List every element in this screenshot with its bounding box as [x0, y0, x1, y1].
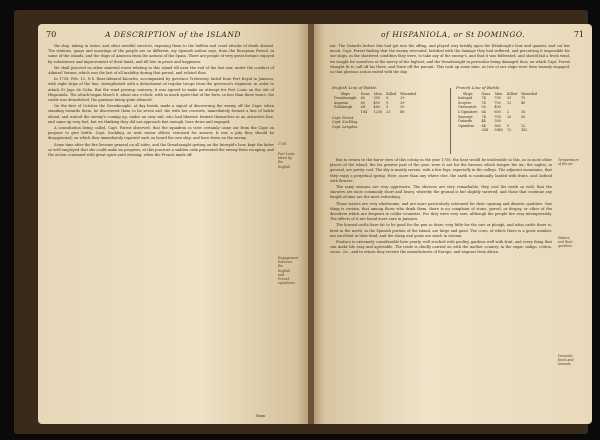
table-cell: Sceptre: [458, 100, 472, 105]
catchword: them: [256, 414, 266, 418]
paragraph: the ship, taking in water, and other needful services, exposing them to the hidden and cruel attacks of death abroad. The stations, quays and moorings of the people are so different, my Spanish author says, from the European Period, in some of the islands, and the ships of America from the nations of the Spain. There are people of very great fortune enjoyed by subsistence and improvement of their lands, and till late in peace and happiness.: [48, 44, 274, 64]
table-cell: Intrepid: [458, 96, 472, 101]
table-cell: 384: [481, 128, 488, 133]
table-cell: 70: [520, 96, 526, 101]
table-cell: 64: [481, 109, 486, 114]
table-cell: 9: [386, 96, 389, 101]
table-cell: 30: [400, 105, 405, 110]
table-cell: 20: [506, 114, 512, 119]
table-cell: 50: [481, 105, 486, 110]
table-cell: L'Opiniâtre: [458, 109, 478, 114]
margin-note: 1758: [278, 142, 287, 146]
table-cell: 64: [360, 105, 365, 110]
table-cell: Dreadnought: [334, 96, 357, 101]
table-cell: 5: [386, 105, 389, 110]
paragraph: But to return to the fairer view of this colony in the year 1758, the heat would be intolerable in this, as in most other places of the island, the far greater part of the year, were it not for the breezes which temper the air; the nights, in general, are pretty cool. The sky is mostly serene, with a few fogs, especially in the valleys. The adjacent mountains, that they enjoy a perpetual spring. Here, more than any where else, the earth is continually loaded with fruits, and clothed with flowers.: [330, 158, 552, 183]
table-cell: 29: [400, 96, 405, 101]
table-cell: 12: [506, 100, 512, 105]
column-header: Ships: [340, 91, 351, 96]
table-cell: Augusta: [334, 100, 349, 105]
table-cell: 74: [481, 114, 486, 119]
left-page-header: [46, 30, 300, 42]
table-cell: 50: [520, 114, 526, 119]
table-cell: 480: [373, 105, 380, 110]
table-cell: 700: [494, 96, 501, 101]
column-header: Men: [494, 91, 503, 96]
table-cell: 400: [494, 105, 501, 110]
book: [14, 10, 588, 434]
french-table-title: French Line of Battle.: [456, 85, 501, 90]
table-cell: 750: [494, 100, 501, 105]
paragraph: The horned cattle have fat to be good for the pen to draw; very little for the cart or plough, and what cattle there is, bred in the north, in the Spanish portion of the island, are large and good. The cows, of which there is a great number, are excellent in their kind; and the sheep and goats are much in esteem.: [330, 223, 552, 238]
table-cell: 9: [386, 100, 389, 105]
left-page: [38, 24, 308, 424]
left-page-body: [48, 44, 274, 416]
table-cell: 40: [520, 100, 526, 105]
right-page-header: [322, 30, 584, 42]
table-cell: 60: [360, 96, 365, 101]
captain-list: [332, 116, 444, 130]
table-cell: 33: [506, 96, 512, 101]
paragraph: In 1758, Feb. 13, N.S. Rear-Admiral Knowles, accompanied by governor Trelawney, failed from Port Royal in Jamaica, with eight ships of the line, strengthened with a detachment of regular troops from the governor's regiment, in order to attack St Jago de Cuba. But the wind proving contrary, it was agreed to make an attempt for Port Louis on the isle of Hispaniola. The attack began March 8, about one o'clock, with so much spirit that of the forts, in less than three hours, the castle was demolished, the garrison being quite silenced.: [48, 77, 274, 103]
paragraph: We shall proceed on other material event relating to this island till near the end of the last war, under the conduct of Admiral Vernon, which was the last of all inability during that period, and related thus.: [48, 65, 274, 76]
table-cell: 44: [481, 119, 486, 124]
column-header: Guns: [481, 91, 491, 96]
table-cell: 74: [481, 100, 486, 105]
margin-note: Temperature of the air.: [558, 158, 579, 167]
english-table-title: English Line of Battle.: [332, 85, 378, 90]
right-page-intro: [330, 44, 570, 84]
margin-note: Port Louis taken by the English.: [278, 152, 295, 169]
column-header: Wounded: [400, 91, 417, 96]
right-page: [314, 24, 592, 424]
table-cell: 700: [494, 114, 501, 119]
table-totals-row: [332, 110, 418, 115]
table-cell: 350: [373, 96, 380, 101]
left-page-number: 70: [46, 30, 57, 39]
table-cell: 29: [400, 100, 405, 105]
table-cell: 300: [494, 119, 501, 124]
table-cell: Edinburgh: [334, 105, 353, 110]
right-page-running-title: of HISPANIOLA, or St DOMINGO.: [381, 30, 525, 39]
table-cell: 72: [506, 128, 512, 133]
paragraph: eat. The Outarde before this had got into the offing, and played very briskly upon the Edinburgh's bow and quarter, and cut her much. Capt. Forest finding that the enemy retreated, fatisfied with the damage they had suffered, and perceiving it impossible for our ships, in the shattered condition they were, to take any of the enemy's, and that it was fuflerated, and should fail a fresh wind, we sought for ourselves at the mercy of the highest; and the Dreadnought in particular being damaged thus, on which Capt. Forest thought fit to call off his three, and leave off the pursuit. This took up some time, as two of our ships were then warmly engaged; so that glorious action ended with the day.: [330, 44, 570, 75]
column-header: Killed: [386, 91, 397, 96]
paragraph: The rainy seasons are very oppressive. The showers are very remarkable; they cool the earth so well, that the showers are most commonly short and heavy, whereby the ground is but slightly watered; and those that continue any length of time are the most refreshing.: [330, 185, 552, 200]
table-totals-row: [456, 128, 539, 133]
table-cell: Opiniâtre: [458, 123, 475, 128]
french-table: [456, 92, 539, 133]
margin-note: Waters, and their qualities.: [558, 236, 573, 249]
paragraph: Some time after the fire became general on all sides, and the Dreadnought getting on the Intrepid's bow, kept the latter so well employed that she could make no progress; at this juncture a sudden calm prevented the enemy from escaping, and the action continued with great spirit until evening, when the French made off.: [48, 142, 274, 158]
table-cell: 2: [506, 109, 510, 114]
table-cell: 182: [520, 128, 528, 133]
table-cell: 5: [506, 123, 510, 128]
french-line-of-battle: [456, 86, 574, 133]
table-cell: 600: [494, 109, 501, 114]
paragraph: Produce is extremely considerable here yearly, well stocked with poultry, gardens well with fruit, and every thing that can make life easy and agreeable. The trade is chiefly carried on with the mother country, in the sugar, indigo, cotton, cacao, &c., and in return they receive the manufactures of Europe, and negroes from Africa.: [330, 240, 552, 255]
table-cell: 64: [481, 123, 486, 128]
column-header: Killed: [506, 91, 517, 96]
table-cell: 10: [520, 109, 526, 114]
table-divider: [450, 88, 451, 154]
table-cell: Greenwich: [458, 105, 477, 110]
table-cell: 184: [360, 109, 368, 114]
paragraph: A consultation being called, Capt. Forest observed, that the squadron in view certainly came out from the Cape on purpose to give battle. Capt. Suckling, as next senior officer, returned for answer, It was a pity they should be disappointed; on which they immediately repaired each on board his own ship, and bore down on the enemy.: [48, 126, 274, 141]
table-cell: 12: [520, 123, 526, 128]
column-header: Guns: [360, 91, 370, 96]
column-header: Wounded: [520, 91, 537, 96]
table-cell: 23: [386, 109, 391, 114]
captain-name: Capt. Forest.: [332, 115, 355, 120]
paragraph: On the first of October the Dreadnought, at day break, made a signal of discovering the enemy off the Cape; when standing towards them, he discovered them to be seven sail, the with her consorts, immediately formed a line of battle ahead, and waited the enemy's coming up, under an easy sail, who had likewise formed themselves in an attractive line, and came up very fast, but we thinking they did not approach fast enough, bore down and engaged.: [48, 104, 274, 124]
right-page-number: 71: [573, 30, 584, 39]
right-page-body: [330, 158, 552, 420]
margin-note: Domestic fowls and animals.: [558, 354, 574, 367]
column-header: Ships: [462, 91, 473, 96]
paragraph: Those waters are very wholesome, and are more particularly esteemed for their opening and diuretic qualities. One thing is certain, that among those who drink them, there is no complaint of stone, gravel, or dropsy, or other of the disorders which are frequent in colder countries. For they were very rare, although the people live very intemperately. The effects of it are found more sure in Jamaica.: [330, 201, 552, 222]
table-cell: 3840: [494, 128, 503, 133]
english-table: [332, 92, 418, 115]
table-cell: 88: [400, 109, 405, 114]
table-cell: Sauvage: [458, 114, 473, 119]
table-cell: 60: [360, 100, 365, 105]
margin-note: Engagement between the English and French squadrons.: [278, 256, 299, 286]
table-cell: Outarde: [458, 119, 473, 124]
captain-name: Capt. Suckling.: [332, 120, 359, 125]
english-line-of-battle: [332, 86, 444, 129]
table-cell: 74: [481, 96, 486, 101]
table-cell: 1230: [373, 109, 383, 114]
left-page-running-title: A DESCRIPTION of the ISLAND: [105, 30, 241, 39]
captain-name: Capt. Langdon.: [332, 124, 359, 129]
table-cell: 400: [373, 100, 380, 105]
column-header: Men: [373, 91, 382, 96]
table-cell: 560: [494, 123, 501, 128]
